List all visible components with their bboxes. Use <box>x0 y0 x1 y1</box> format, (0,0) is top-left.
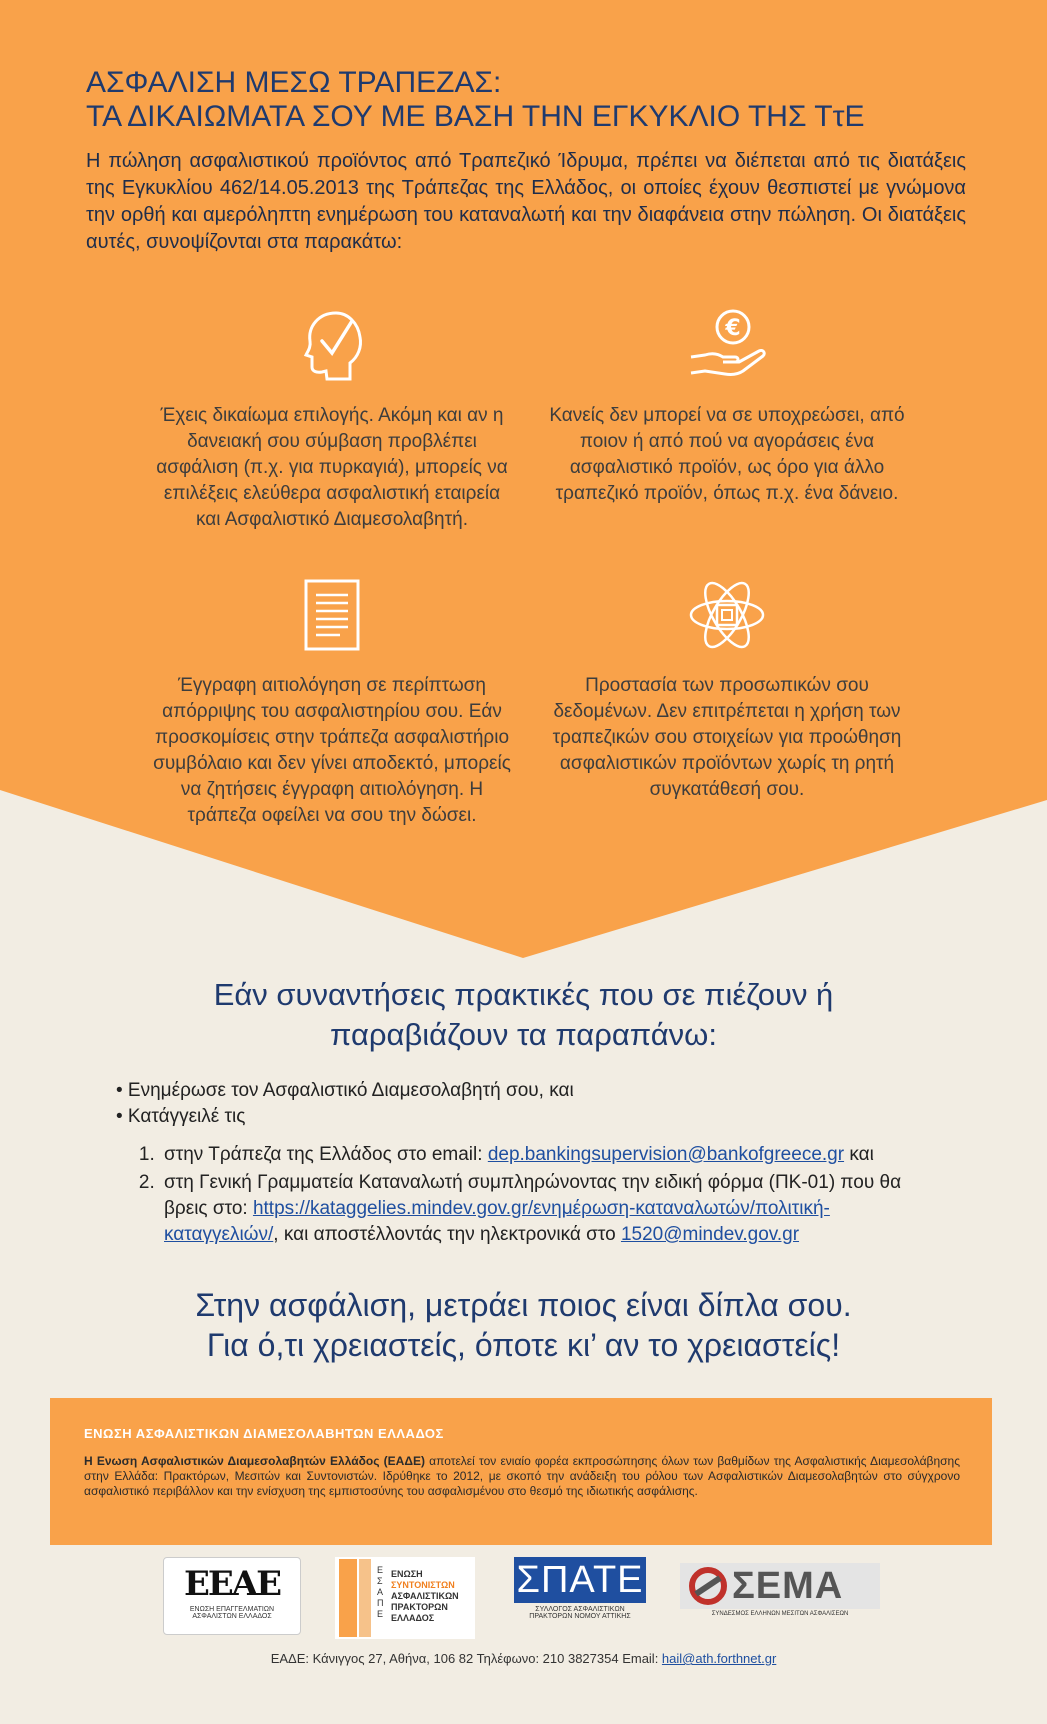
cta-heading <box>0 975 1047 1055</box>
svg-text:€: € <box>725 316 741 341</box>
feature-data-protection-text: Προστασία των προσωπικών σου δεδομένων. Δεν επιτρέπεται η χρήση των τραπεζικών σου στοιχείων για προώθηση ασφαλιστικών προϊόντων χωρίς τη ρητή συγκατάθεσή σου. <box>552 675 902 800</box>
feature-choice-text: Έχεις δικαίωμα επιλογής. Ακόμη και αν η δανειακή σου σύμβαση προβλέπει ασφάλιση (π.χ. για πυρκαγιά), μπορείς να επιλέξεις ελεύθερα ασφαλιστική εταιρεία και Ασφαλιστικό Διαμεσολαβητή. <box>156 405 508 530</box>
head-checkmark-icon <box>292 305 372 385</box>
feature-data-protection <box>547 575 907 803</box>
mindev-email-link[interactable]: 1520@mindev.gov.gr <box>620 1224 800 1245</box>
esape-logo: ΕΣΑΠΕ ΕΝΩΣΗ ΣΥΝΤΟΝΙΣΤΩΝ ΑΣΦΑΛΙΣΤΙΚΩΝ ΠΡΑΚΤΟΡΩΝ ΕΛΛΑΔΟΣ <box>335 1557 475 1639</box>
cta-line1: Εάν συναντήσεις πρακτικές που σε πιέζουν ή <box>213 977 834 1012</box>
header <box>86 66 966 256</box>
report-channel-bank-of-greece: 1. στην Τράπεζα της Ελλάδος στο email: dep.bankingsupervision@bankofgreece.gr και <box>160 1142 936 1168</box>
organization-description: Η Ενωση Ασφαλιστικών Διαμεσολαβητών Ελλάδος (ΕΑΔΕ) αποτελεί τον ενιαίο φορέα εκπροσώπησης όλων των βαθμίδων της Ασφαλιστικής Διαμεσολάβησης στην Ελλάδα: Πρακτόρων, Μεσιτών και Συντονιστών. Ιδρύθηκε το 2012, με σκοπό την ανάδειξη του ρόλου των Ασφαλιστικών Διαμεσολαβητών στο σύγχρονο ασφαλιστικό περιβάλλον και την ενίσχυση της εμπιστοσύνης του ασφαλισμένου στο θεσμό της ιδιωτικής ασφάλισης. <box>84 1454 960 1498</box>
slogan-line2: Για ό,τι χρειαστείς, όποτε κι’ αν το χρειαστείς! <box>206 1327 841 1363</box>
page-title <box>86 66 966 134</box>
spate-logo: ΣΠΑΤΕ ΣΥΛΛΟΓΟΣ ΑΣΦΑΛΙΣΤΙΚΩΝ ΠΡΑΚΤΟΡΩΝ ΝΟΜΟΥ ΑΤΤΙΚΗΣ <box>514 1557 646 1623</box>
partner-logos <box>0 1557 1047 1637</box>
sema-mark-icon <box>686 1564 730 1608</box>
bullet-inform: • Ενημέρωσε τον Ασφαλιστικό Διαμεσολαβητή σου, και <box>116 1080 574 1101</box>
feature-no-obligation <box>547 305 907 507</box>
sema-logo: ΣΕΜΑ ΣΥΝΔΕΣΜΟΣ ΕΛΛΗΝΩΝ ΜΕΣΙΤΩΝ ΑΣΦΑΛΙΣΕΩΝ <box>680 1563 880 1623</box>
atom-data-icon <box>687 575 767 655</box>
feature-written-justification <box>152 575 512 829</box>
report-channel-consumer-secretariat: 2. στη Γενική Γραμματεία Καταναλωτή συμπληρώνοντας την ειδική φόρμα (ΠΚ-01) που θα βρεις στο: https://kataggelies.mindev.gov.gr/ενημέρωση-καταναλωτών/πολιτική-καταγγελιών/, και αποστέλλοντάς την ηλεκτρονικά στο 1520@mindev.gov.gr <box>160 1170 936 1248</box>
bank-of-greece-email-link[interactable]: dep.bankingsupervision@bankofgreece.gr <box>487 1144 845 1165</box>
footer-email-link[interactable]: hail@ath.forthnet.gr <box>661 1651 777 1666</box>
feature-choice <box>152 305 512 533</box>
slogan <box>0 1285 1047 1365</box>
footer-contact: ΕΑΔΕ: Κάνιγγος 27, Αθήνα, 106 82 Τηλέφωνο: 210 3827354 Email: hail@ath.forthnet.gr <box>270 1651 777 1666</box>
intro-paragraph: Η πώληση ασφαλιστικού προϊόντος από Τραπεζικό Ίδρυμα, πρέπει να διέπεται από τις διατάξεις της Εγκυκλίου 462/14.05.2013 της Τράπεζας της Ελλάδος, οι οποίες έχουν θεσπιστεί με γνώμονα την ορθή και αμερόληπτη ενημέρωση του καταναλωτή και την διαφάνεια στην πώληση. Οι διατάξεις αυτές, συνοψίζονται στα παρακάτω: <box>86 150 966 253</box>
actions-list <box>116 1078 936 1250</box>
document-lines-icon <box>292 575 372 655</box>
complaints-form-link[interactable]: https://kataggelies.mindev.gov.gr/ενημέρωση-καταναλωτών/πολιτική-καταγγελιών/ <box>164 1198 830 1245</box>
feature-written-justification-text: Έγγραφη αιτιολόγηση σε περίπτωση απόρριψης του ασφαλιστηρίου σου. Εάν προσκομίσεις στην τράπεζα ασφαλιστήριο συμβόλαιο και δεν γίνει αποδεκτό, μπορείς να ζητήσεις έγγραφη αιτιολόγηση. Η τράπεζα οφείλει να σου την δώσει. <box>153 675 511 826</box>
hand-euro-coin-icon <box>687 305 767 385</box>
feature-no-obligation-text: Κανείς δεν μπορεί να σε υποχρεώσει, από ποιον ή από πού να αγοράσεις ένα ασφαλιστικό προϊόν, ως όρο για άλλο τραπεζικό προϊόν, όπως π.χ. ένα δάνειο. <box>549 405 905 504</box>
organization-title: ΕΝΩΣΗ ΑΣΦΑΛΙΣΤΙΚΩΝ ΔΙΑΜΕΣΟΛΑΒΗΤΩΝ ΕΛΛΑΔΟΣ <box>84 1426 444 1441</box>
cta-line2: παραβιάζουν τα παραπάνω: <box>330 1017 717 1052</box>
eeae-logo: ΕΕΑΕ ΕΝΩΣΗ ΕΠΑΓΓΕΛΜΑΤΙΩΝ ΑΣΦΑΛΙΣΤΩΝ ΕΛΛΑΔΟΣ <box>163 1557 301 1635</box>
report-channels-list <box>116 1142 936 1248</box>
bullet-report: • Κατάγγειλέ τις <box>116 1106 246 1127</box>
organization-box <box>50 1398 992 1545</box>
page-title-line1: ΑΣΦΑΛΙΣΗ ΜΕΣΩ ΤΡΑΠΕΖΑΣ: <box>86 66 502 99</box>
slogan-line1: Στην ασφάλιση, μετράει ποιος είναι δίπλα σου. <box>195 1287 852 1323</box>
page-title-line2: ΤΑ ΔΙΚΑΙΩΜΑΤΑ ΣΟΥ ΜΕ ΒΑΣΗ ΤΗΝ ΕΓΚΥΚΛΙΟ ΤΗΣ ΤτΕ <box>86 100 865 133</box>
